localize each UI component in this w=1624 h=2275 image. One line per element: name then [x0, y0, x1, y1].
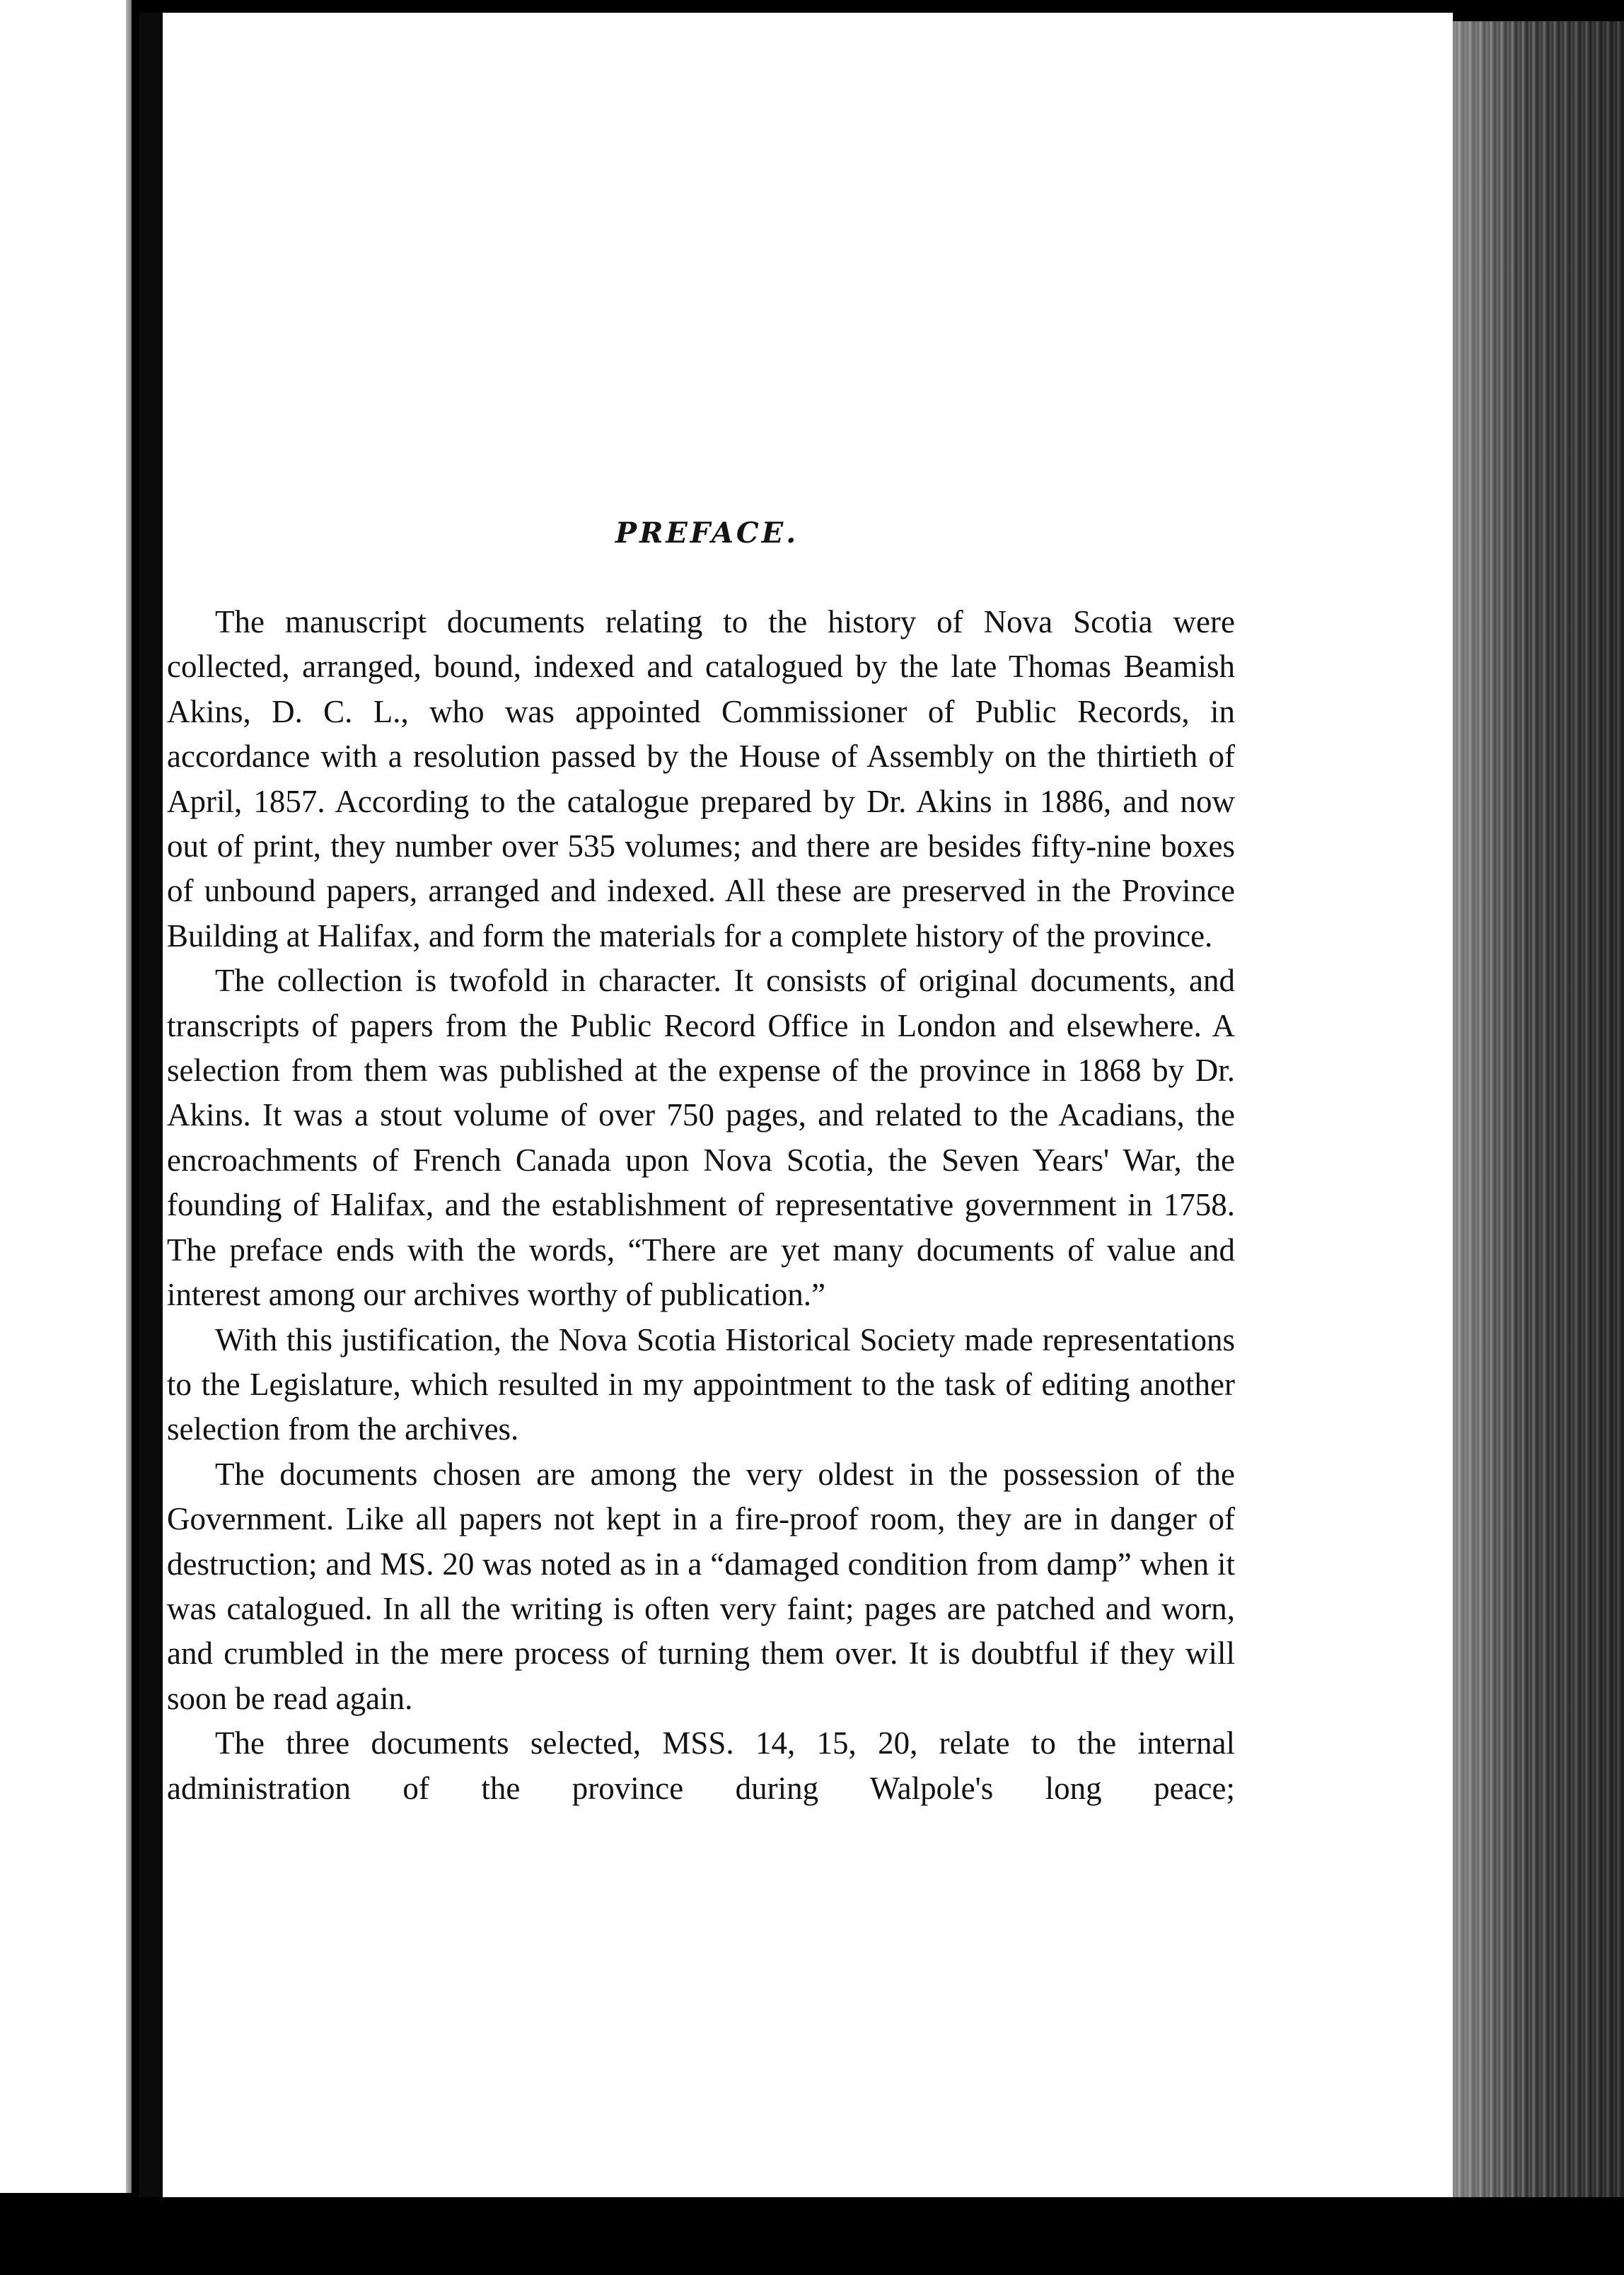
preface-body: [167, 600, 1235, 1811]
book-page-edges: [1453, 21, 1624, 2197]
paragraph: The collection is twofold in character. It consists of original documents, and transcripts of papers from the Public Record Office in London and elsewhere. A selection from them was published at the expense of the province in 1868 by Dr. Akins. It was a stout volume of over 750 pages, and related to the Acadians, the encroachments of French Canada upon Nova Scotia, the Seven Years' War, the founding of Halifax, and the establishment of representative government in 1758. The preface ends with the words, “There are yet many documents of value and interest among our archives worthy of publication.”: [167, 963, 1235, 1313]
paragraph: The three documents selected, MSS. 14, 15, 20, relate to the internal administration of the province during Walpole's long peace;: [167, 1725, 1235, 1806]
page-heading: PREFACE.: [615, 516, 799, 550]
facing-page-edge: [0, 0, 132, 2193]
paragraph: The manuscript documents relating to the history of Nova Scotia were collected, arranged, bound, indexed and catalogued by the late Thomas Beamish Akins, D. C. L., who was appointed Commissioner of Public Records, in accordance with a resolution passed by the House of Assembly on the thirtieth of April, 1857. According to the catalogue prepared by Dr. Akins in 1886, and now out of print, they number over 535 volumes; and there are besides fifty-nine boxes of unbound papers, arranged and indexed. All these are preserved in the Province Building at Halifax, and form the materials for a complete history of the province.: [167, 604, 1235, 954]
paragraph: With this justification, the Nova Scotia Historical Society made representations to the Legislature, which resulted in my appointment to the task of editing another selection from the archives.: [167, 1321, 1235, 1447]
paragraph: The documents chosen are among the very oldest in the possession of the Government. Like all papers not kept in a fire-proof room, they are in danger of destruction; and MS. 20 was noted as in a “damaged condition from damp” when it was catalogued. In all the writing is often very faint; pages are patched and worn, and crumbled in the mere process of turning them over. It is doubtful if they will soon be read again.: [167, 1456, 1235, 1716]
